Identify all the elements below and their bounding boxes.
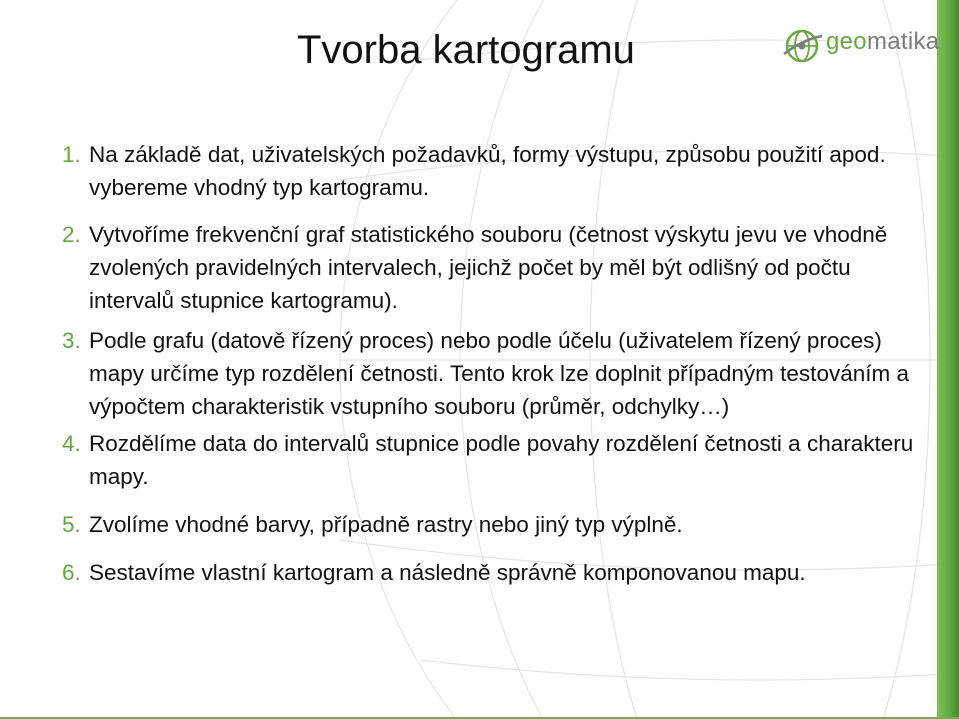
list-item-number: 6.: [62, 560, 81, 585]
list-item: [62, 138, 922, 204]
geomatika-logo-icon: [780, 24, 824, 68]
list-item-text: Zvolíme vhodné barvy, případně rastry nebo jiný typ výplně.: [89, 512, 683, 537]
logo-text-prefix: geo: [826, 28, 867, 55]
right-accent-bar: [937, 0, 959, 719]
list-item-text: Vytvoříme frekvenční graf statistického souboru (četnost výskytu jevu ve vhodně zvolených pravidelných intervalech, jejichž počet by měl být odlišný od počtu intervalů stupnice kartogramu).: [89, 222, 888, 313]
list-item: [62, 324, 922, 423]
list-item-number: 2.: [62, 222, 81, 247]
list-item-text: Na základě dat, uživatelských požadavků, formy výstupu, způsobu použití apod. vybereme vhodný typ kartogramu.: [89, 142, 886, 200]
geomatika-logo-text: [826, 28, 939, 56]
list-item-number: 3.: [62, 328, 81, 353]
list-item-text: Sestavíme vlastní kartogram a následně správně komponovanou mapu.: [89, 560, 806, 585]
list-item-text: Podle grafu (datově řízený proces) nebo podle účelu (uživatelem řízený proces) mapy určíme typ rozdělení četnosti. Tento krok lze doplnit případným testováním a výpočtem charakteristik vstupního souboru (průměr, odchylky…): [89, 328, 909, 419]
slide-title: Tvorba kartogramu: [297, 28, 635, 72]
geomatika-logo: [780, 22, 940, 66]
list-item-number: 4.: [62, 431, 81, 456]
steps-list: [62, 138, 922, 603]
logo-text-suffix: matika: [866, 28, 940, 55]
list-item: [62, 427, 922, 493]
list-item: [62, 218, 922, 317]
list-item-text: Rozdělíme data do intervalů stupnice podle povahy rozdělení četnosti a charakteru mapy.: [89, 431, 914, 489]
list-item-number: 1.: [62, 142, 81, 167]
list-item: [62, 508, 922, 541]
list-item: [62, 556, 922, 589]
list-item-number: 5.: [62, 512, 81, 537]
